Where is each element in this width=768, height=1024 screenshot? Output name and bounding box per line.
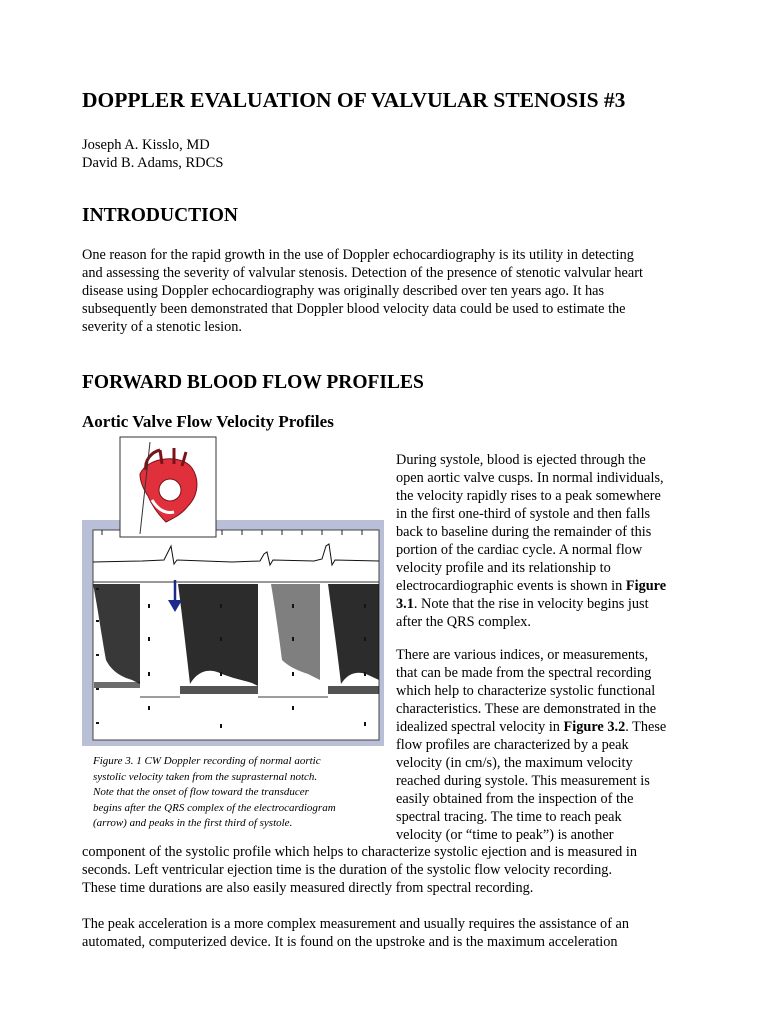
text-line: that can be made from the spectral recording	[396, 665, 652, 681]
intro-line: subsequently been demonstrated that Doppler blood velocity data could be used to estimate the	[82, 301, 626, 317]
caption-line: Figure 3. 1 CW Doppler recording of normal aortic	[93, 755, 321, 767]
right-paragraph-1	[396, 451, 666, 631]
forward-flow-heading: FORWARD BLOOD FLOW PROFILES	[82, 372, 424, 393]
text-line: During systole, blood is ejected through the	[396, 452, 646, 468]
intro-paragraph	[82, 246, 643, 336]
text-line: spectral tracing. The time to reach peak	[396, 809, 622, 825]
intro-heading: INTRODUCTION	[82, 205, 239, 226]
text-run: . These	[625, 719, 667, 735]
author-1: Joseph A. Kisslo, MD	[82, 137, 210, 153]
text-line: flow profiles are characterized by a peak	[396, 737, 629, 753]
doppler-figure	[82, 434, 384, 752]
caption-line: systolic velocity taken from the suprasternal notch.	[93, 770, 318, 783]
text-run: idealized spectral velocity in	[396, 719, 564, 735]
text-line: easily obtained from the inspection of the	[396, 791, 634, 807]
text-line: which help to characterize systolic functional	[396, 683, 656, 699]
intro-line: disease using Doppler echocardiography was originally described over ten years ago. It has	[82, 283, 605, 299]
text-line: velocity (or “time to peak”) is another	[396, 827, 614, 843]
author-2: David B. Adams, RDCS	[82, 155, 224, 171]
full-width-paragraph-1	[82, 843, 637, 897]
intro-line: One reason for the rapid growth in the use of Doppler echocardiography is its utility in detecting	[82, 247, 634, 263]
text-line: back to baseline during the remainder of this	[396, 524, 652, 540]
text-line: the velocity rapidly rises to a peak somewhere	[396, 488, 661, 504]
figure-reference: 3.1	[396, 596, 414, 612]
text-run: electrocardiographic events is shown in	[396, 578, 626, 594]
text-run: . Note that the rise in velocity begins just	[413, 596, 649, 612]
intro-line: severity of a stenotic lesion.	[82, 319, 243, 335]
document-title: DOPPLER EVALUATION OF VALVULAR STENOSIS #3	[82, 88, 626, 112]
text-line: portion of the cardiac cycle. A normal flow	[396, 542, 643, 558]
text-line	[396, 577, 666, 595]
text-line: The peak acceleration is a more complex measurement and usually requires the assistance of an	[82, 916, 630, 932]
text-line: automated, computerized device. It is found on the upstroke and is the maximum acceleration	[82, 934, 618, 950]
caption-line: Note that the onset of flow toward the transducer	[93, 786, 309, 799]
full-width-paragraph-2	[82, 915, 629, 951]
text-line: characteristics. These are demonstrated in the	[396, 701, 657, 717]
text-line: seconds. Left ventricular ejection time is the duration of the systolic flow velocity recording.	[82, 862, 613, 878]
figure-reference: Figure 3.2	[563, 719, 626, 735]
intro-line: and assessing the severity of valvular stenosis. Detection of the presence of stenotic valvular heart	[82, 265, 643, 281]
text-line: There are various indices, or measurements,	[396, 647, 649, 663]
text-line: in the first one-third of systole and then falls	[396, 506, 651, 522]
text-line: component of the systolic profile which helps to characterize systolic ejection and is measured in	[82, 844, 638, 860]
text-line	[396, 595, 666, 613]
figure-caption	[93, 754, 383, 832]
text-line: open aortic valve cusps. In normal individuals,	[396, 470, 664, 486]
text-line: after the QRS complex.	[396, 614, 531, 630]
right-paragraph-2	[396, 646, 666, 844]
text-line	[396, 718, 666, 736]
text-line: These time durations are also easily measured directly from spectral recording.	[82, 880, 534, 896]
text-line: velocity (in cm/s), the maximum velocity	[396, 755, 633, 771]
text-line: velocity profile and its relationship to	[396, 560, 611, 576]
aortic-subheading: Aortic Valve Flow Velocity Profiles	[82, 412, 334, 431]
caption-line: (arrow) and peaks in the first third of systole.	[93, 817, 293, 830]
figure-reference: Figure	[625, 578, 667, 594]
text-line: reached during systole. This measurement is	[396, 773, 650, 789]
caption-line: begins after the QRS complex of the electrocardiogram	[93, 801, 336, 814]
